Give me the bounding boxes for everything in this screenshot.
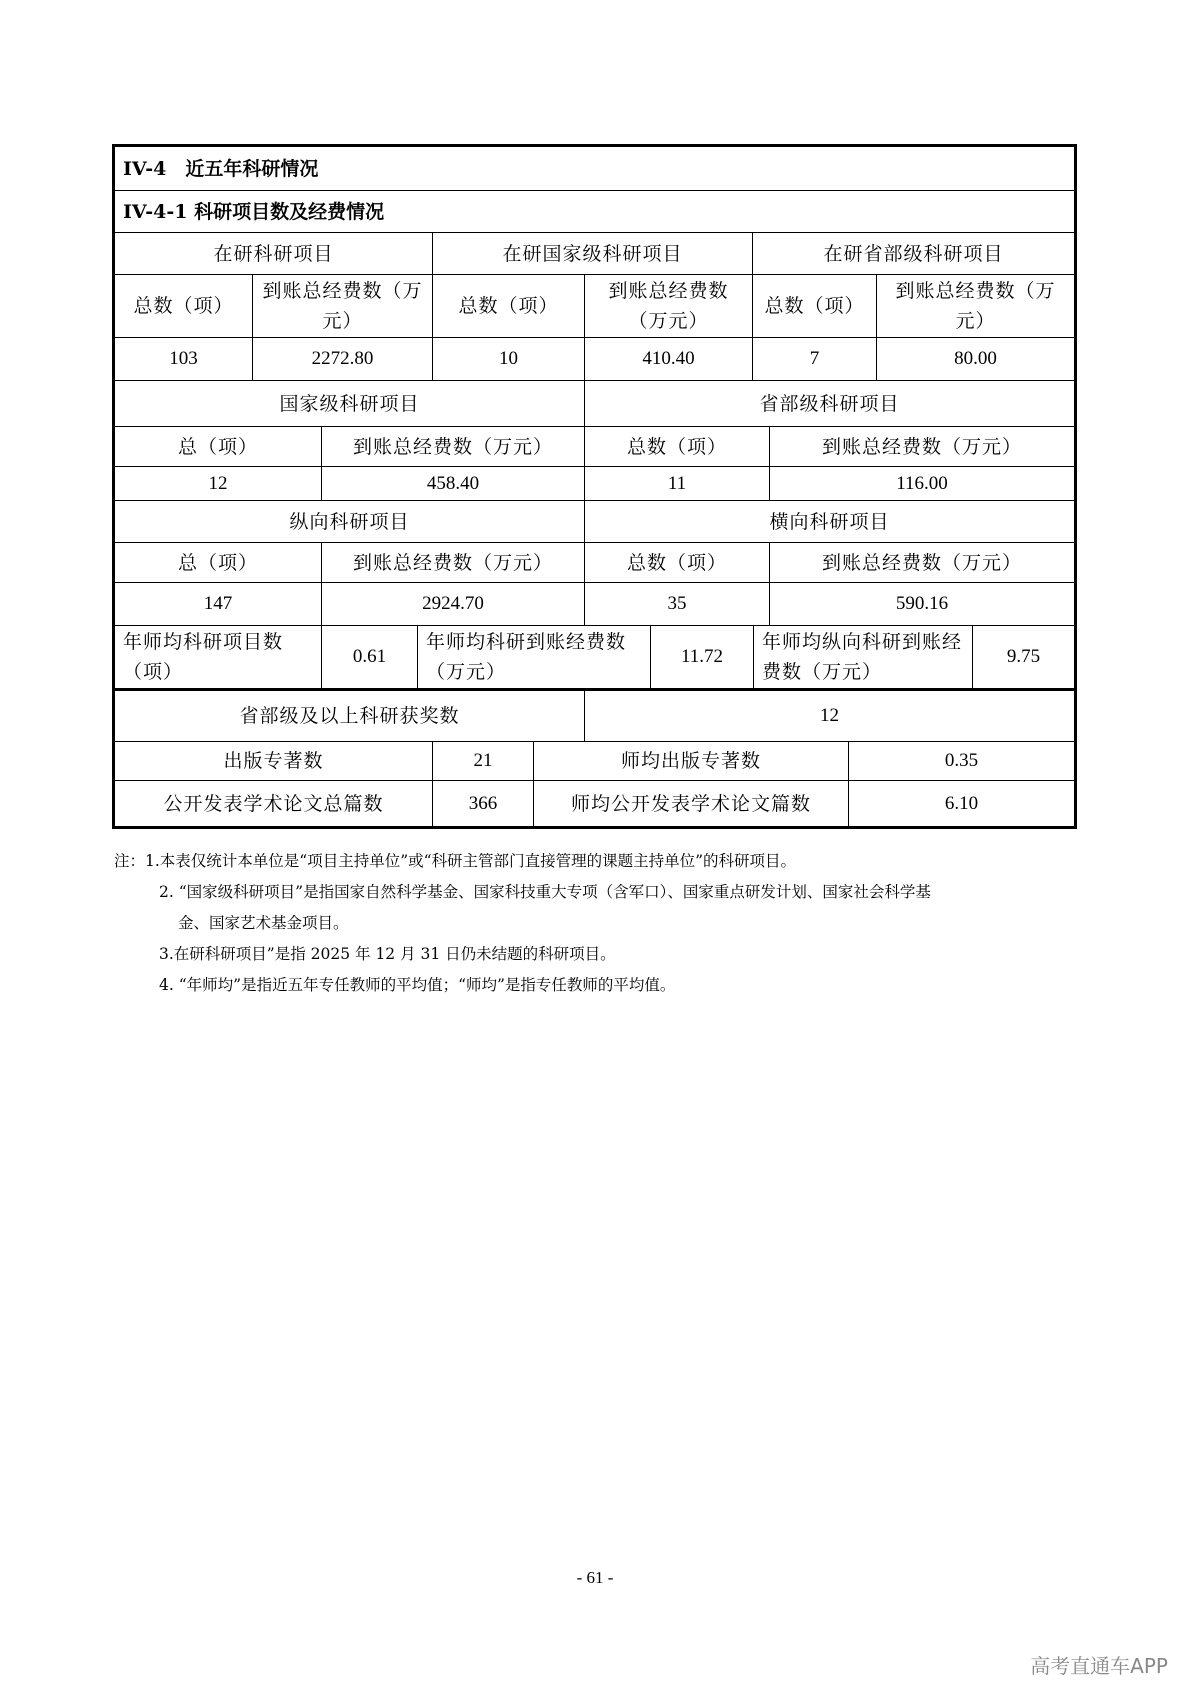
header-national: 国家级科研项目: [279, 392, 420, 415]
per-teacher-funds-label: 年师均科研到账经费数（万元）: [417, 626, 650, 688]
value-cell: 11: [584, 467, 769, 500]
notes: [114, 846, 1074, 1001]
watermark: 高考直通车APP: [1030, 1654, 1168, 1678]
block1-value-row: [115, 337, 1074, 380]
value-cell: 590.16: [769, 583, 1074, 625]
value-cell: 80.00: [876, 338, 1074, 380]
block3-subheader-row: [115, 542, 1074, 582]
books-avg-label: 师均出版专著数: [533, 742, 848, 780]
subheader-funds: 到账总经费数（万元）: [252, 275, 432, 337]
per-teacher-funds-value: 11.72: [650, 626, 753, 688]
subheader-funds: 到账总经费数（万元）: [584, 275, 752, 337]
block1-header-row: [115, 232, 1074, 274]
awards-row: [115, 688, 1074, 741]
header-horizontal: 横向科研项目: [584, 501, 1074, 542]
subheader-funds: 到账总经费数（万元）: [769, 543, 1074, 582]
note-item: 3.在研科研项目”是指 2025 年 12 月 31 日仍未结题的科研项目。: [159, 945, 616, 963]
papers-value: 366: [432, 781, 533, 826]
papers-avg-label: 师均公开发表学术论文篇数: [533, 781, 848, 826]
value-cell: 458.40: [321, 467, 584, 500]
value-cell: 7: [752, 338, 876, 380]
books-avg-value: 0.35: [848, 742, 1074, 780]
subheader-funds: 到账总经费数（万元）: [321, 427, 584, 466]
value-cell: 35: [584, 583, 769, 625]
block3-value-row: [115, 582, 1074, 625]
section-title-row: [115, 147, 1074, 190]
value-cell: 103: [169, 348, 198, 369]
per-teacher-projects-label: 年师均科研项目数（项）: [123, 631, 284, 683]
research-table: [112, 144, 1077, 829]
value-cell: 116.00: [769, 467, 1074, 500]
awards-value: 12: [584, 691, 1074, 741]
subheader-funds: 到账总经费数（万元）: [769, 427, 1074, 466]
awards-label: 省部级及以上科研获奖数: [239, 705, 460, 727]
per-teacher-vertical-funds-value: 9.75: [972, 626, 1074, 688]
block2-header-row: [115, 380, 1074, 426]
per-teacher-row: [115, 625, 1074, 688]
block2-value-row: [115, 466, 1074, 500]
value-cell: 2272.80: [252, 338, 432, 380]
subheader-funds: 到账总经费数（万元）: [876, 275, 1074, 337]
note-item: 注：1.本表仅统计本单位是“项目主持单位”或“科研主管部门直接管理的课题主持单位”的科研项目。: [114, 852, 796, 870]
books-label: 出版专著数: [223, 750, 324, 772]
subheader-count: 总（项）: [177, 435, 258, 458]
block1-subheader-row: [115, 274, 1074, 337]
value-cell: 2924.70: [321, 583, 584, 625]
subsection-title-row: [115, 190, 1074, 232]
value-cell: 12: [208, 472, 228, 494]
value-cell: 410.40: [584, 338, 752, 380]
block3-header-row: [115, 500, 1074, 542]
subheader-count: 总数（项）: [584, 543, 769, 582]
section-title: IV-4 近五年科研情况: [123, 157, 319, 180]
subheader-count: 总数（项）: [133, 295, 234, 317]
per-teacher-vertical-funds-label: 年师均纵向科研到账经费数（万元）: [753, 626, 972, 688]
header-vertical: 纵向科研项目: [289, 510, 410, 533]
per-teacher-projects-value: 0.61: [321, 626, 417, 688]
subsection-title: IV-4-1 科研项目数及经费情况: [123, 200, 385, 223]
books-row: [115, 741, 1074, 780]
value-cell: 10: [432, 338, 584, 380]
subheader-count: 总（项）: [177, 551, 258, 574]
books-value: 21: [432, 742, 533, 780]
subheader-funds: 到账总经费数（万元）: [321, 543, 584, 582]
papers-row: [115, 780, 1074, 826]
header-provincial: 省部级科研项目: [584, 381, 1074, 426]
subheader-count: 总数（项）: [432, 275, 584, 337]
papers-avg-value: 6.10: [848, 781, 1074, 826]
note-item: 4. “年师均”是指近五年专任教师的平均值；“师均”是指专任教师的平均值。: [159, 976, 676, 994]
header-active-national: 在研国家级科研项目: [432, 233, 752, 274]
value-cell: 147: [203, 593, 233, 614]
block2-subheader-row: [115, 426, 1074, 466]
subheader-count: 总数（项）: [584, 427, 769, 466]
header-active-provincial: 在研省部级科研项目: [752, 233, 1074, 274]
note-item: 金、国家艺术基金项目。: [178, 914, 349, 932]
note-item: 2. “国家级科研项目”是指国家自然科学基金、国家科技重大专项（含军口）、国家重点研发计划、国家社会科学基: [159, 883, 931, 901]
papers-label: 公开发表学术论文总篇数: [163, 792, 384, 815]
subheader-count: 总数（项）: [752, 275, 876, 337]
header-active-projects: 在研科研项目: [213, 242, 334, 265]
page-number: - 61 -: [576, 1568, 614, 1587]
